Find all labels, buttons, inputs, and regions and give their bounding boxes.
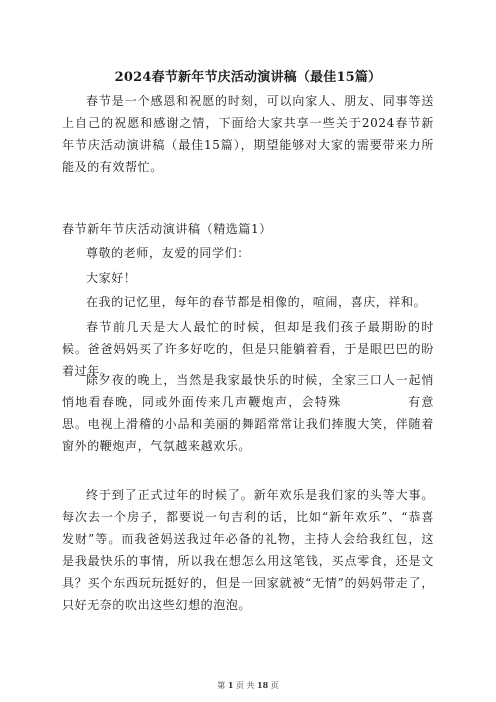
footer-prefix: 第	[217, 681, 226, 690]
salutation-line: 大家好！	[86, 271, 137, 285]
section-heading: 春节新年节庆活动演讲稿（精选篇1）	[62, 222, 272, 236]
body-paragraph: 在我的记忆里，每年的春节都是相像的，喧闹，喜庆，祥和。	[86, 295, 427, 309]
current-page-number: 1	[227, 680, 234, 690]
body-paragraph: 终于到了正式过年的时候了。新年欢乐是我们家的头等大事。每次去一个房子，都要说一句吉利的话，比如“新年欢乐”、“恭喜发财”等。而我爸妈送我过年必备的礼物，主持人会给我红包，这是我最快乐的事情，所以我在想怎么用这笔钱，买点零食，还是文具？买个东西玩玩挺好的，但是一回家就被“无情”的妈妈带走了，只好无奈的吹出这些幻想的泡泡。	[62, 488, 434, 612]
total-page-count: 18	[257, 680, 269, 690]
page-footer	[0, 680, 496, 691]
footer-suffix: 页	[270, 681, 279, 690]
footer-middle: 页 共	[235, 681, 255, 690]
document-title: 2024春节新年节庆活动演讲稿（最佳15篇）	[114, 70, 382, 85]
intro-paragraph: 春节是一个感恩和祝愿的时刻，可以向家人、朋友、同事等送上自己的祝愿和感谢之情，下面给大家共享一些关于2024春节新年节庆活动演讲稿（最佳15篇），期望能够对大家的需要带来力所能及的有效帮忙。	[62, 94, 434, 174]
greeting-line: 尊敬的老师，友爱的同学们：	[86, 246, 250, 260]
body-paragraph: 春节前几天是大人最忙的时候，但却是我们孩子最期盼的时候。爸爸妈妈买了许多好吃的，但是只能躺着看，于是眼巴巴的盼着过年。	[62, 320, 434, 378]
body-paragraph: 除夕夜的晚上，当然是我家最快乐的时候，全家三口人一起悄悄地看春晚，同或外面传来几声鞭炮声，会特殊 有意思。电视上滑稽的小品和美丽的舞蹈常常让我们捧腹大笑，伴随着窗外的鞭炮声，气氛越来越欢乐。	[62, 373, 434, 453]
